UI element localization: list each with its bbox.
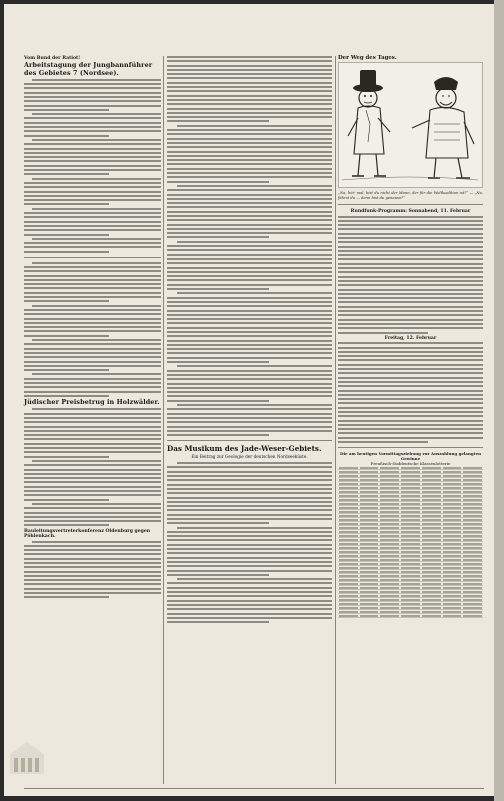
table-cell (400, 614, 421, 618)
cartoon-illustration (338, 62, 483, 188)
lottery-grid (338, 466, 483, 618)
scan-border (494, 0, 504, 801)
cartoon-title: Der Weg des Tages. (338, 55, 397, 61)
column-left (24, 56, 161, 601)
program-listing (338, 216, 483, 334)
table-cell (338, 614, 359, 618)
table-cell (379, 614, 400, 618)
table-cell (442, 614, 463, 618)
section-heading: Rundfunk-Programm: Sonnabend, 11. Februar (350, 209, 471, 215)
article-body (24, 79, 161, 253)
section-heading: Jüdischer Preisbetrug in Holzwälder. (24, 398, 160, 407)
newspaper-page (4, 4, 494, 796)
column-right (338, 56, 483, 618)
table-cell (359, 614, 380, 618)
cartoon-caption: „Na, hör' mal, bist du nicht der Mann, der für die Weltkoalition ist?“ — „Na, fährst du — denn bist du genauso?“ (338, 191, 483, 200)
table-cell (462, 614, 483, 618)
kicker: Vom Bund der Ratiot! (24, 56, 81, 61)
program-listing (338, 342, 483, 443)
article-body (167, 56, 332, 436)
article-body (24, 541, 161, 599)
article-body (24, 262, 161, 397)
article-body (167, 462, 332, 623)
table-row (338, 614, 483, 618)
headline-left: Arbeitstagung der Jungbannführer des Gebietes 7 (Nordsee). (24, 61, 153, 77)
subheadline: Ein Beitrag zur Geologie der deutschen Nordseeküste. (191, 454, 308, 460)
cartoon-drawing (338, 62, 483, 188)
section-heading: Freitag, 12. Februar (384, 335, 437, 341)
article-body (24, 408, 161, 526)
column-middle (167, 56, 332, 625)
table-subtitle: Preußisch-Süddeutsche Klassenlotterie (370, 460, 451, 466)
headline-middle: Das Musikum des Jade-Weser-Gebiets. (167, 444, 322, 454)
section-heading: Bauleitungsvertreterkonferenz Oldenburg gegen Pöhlenkach. (24, 528, 151, 540)
library-stamp (6, 736, 48, 778)
table-title: Die am heutigen Vormittagsziehung zur Auszahlung gelangten Gewinne (339, 451, 482, 461)
table-cell (421, 614, 442, 618)
lottery-table (338, 452, 483, 618)
